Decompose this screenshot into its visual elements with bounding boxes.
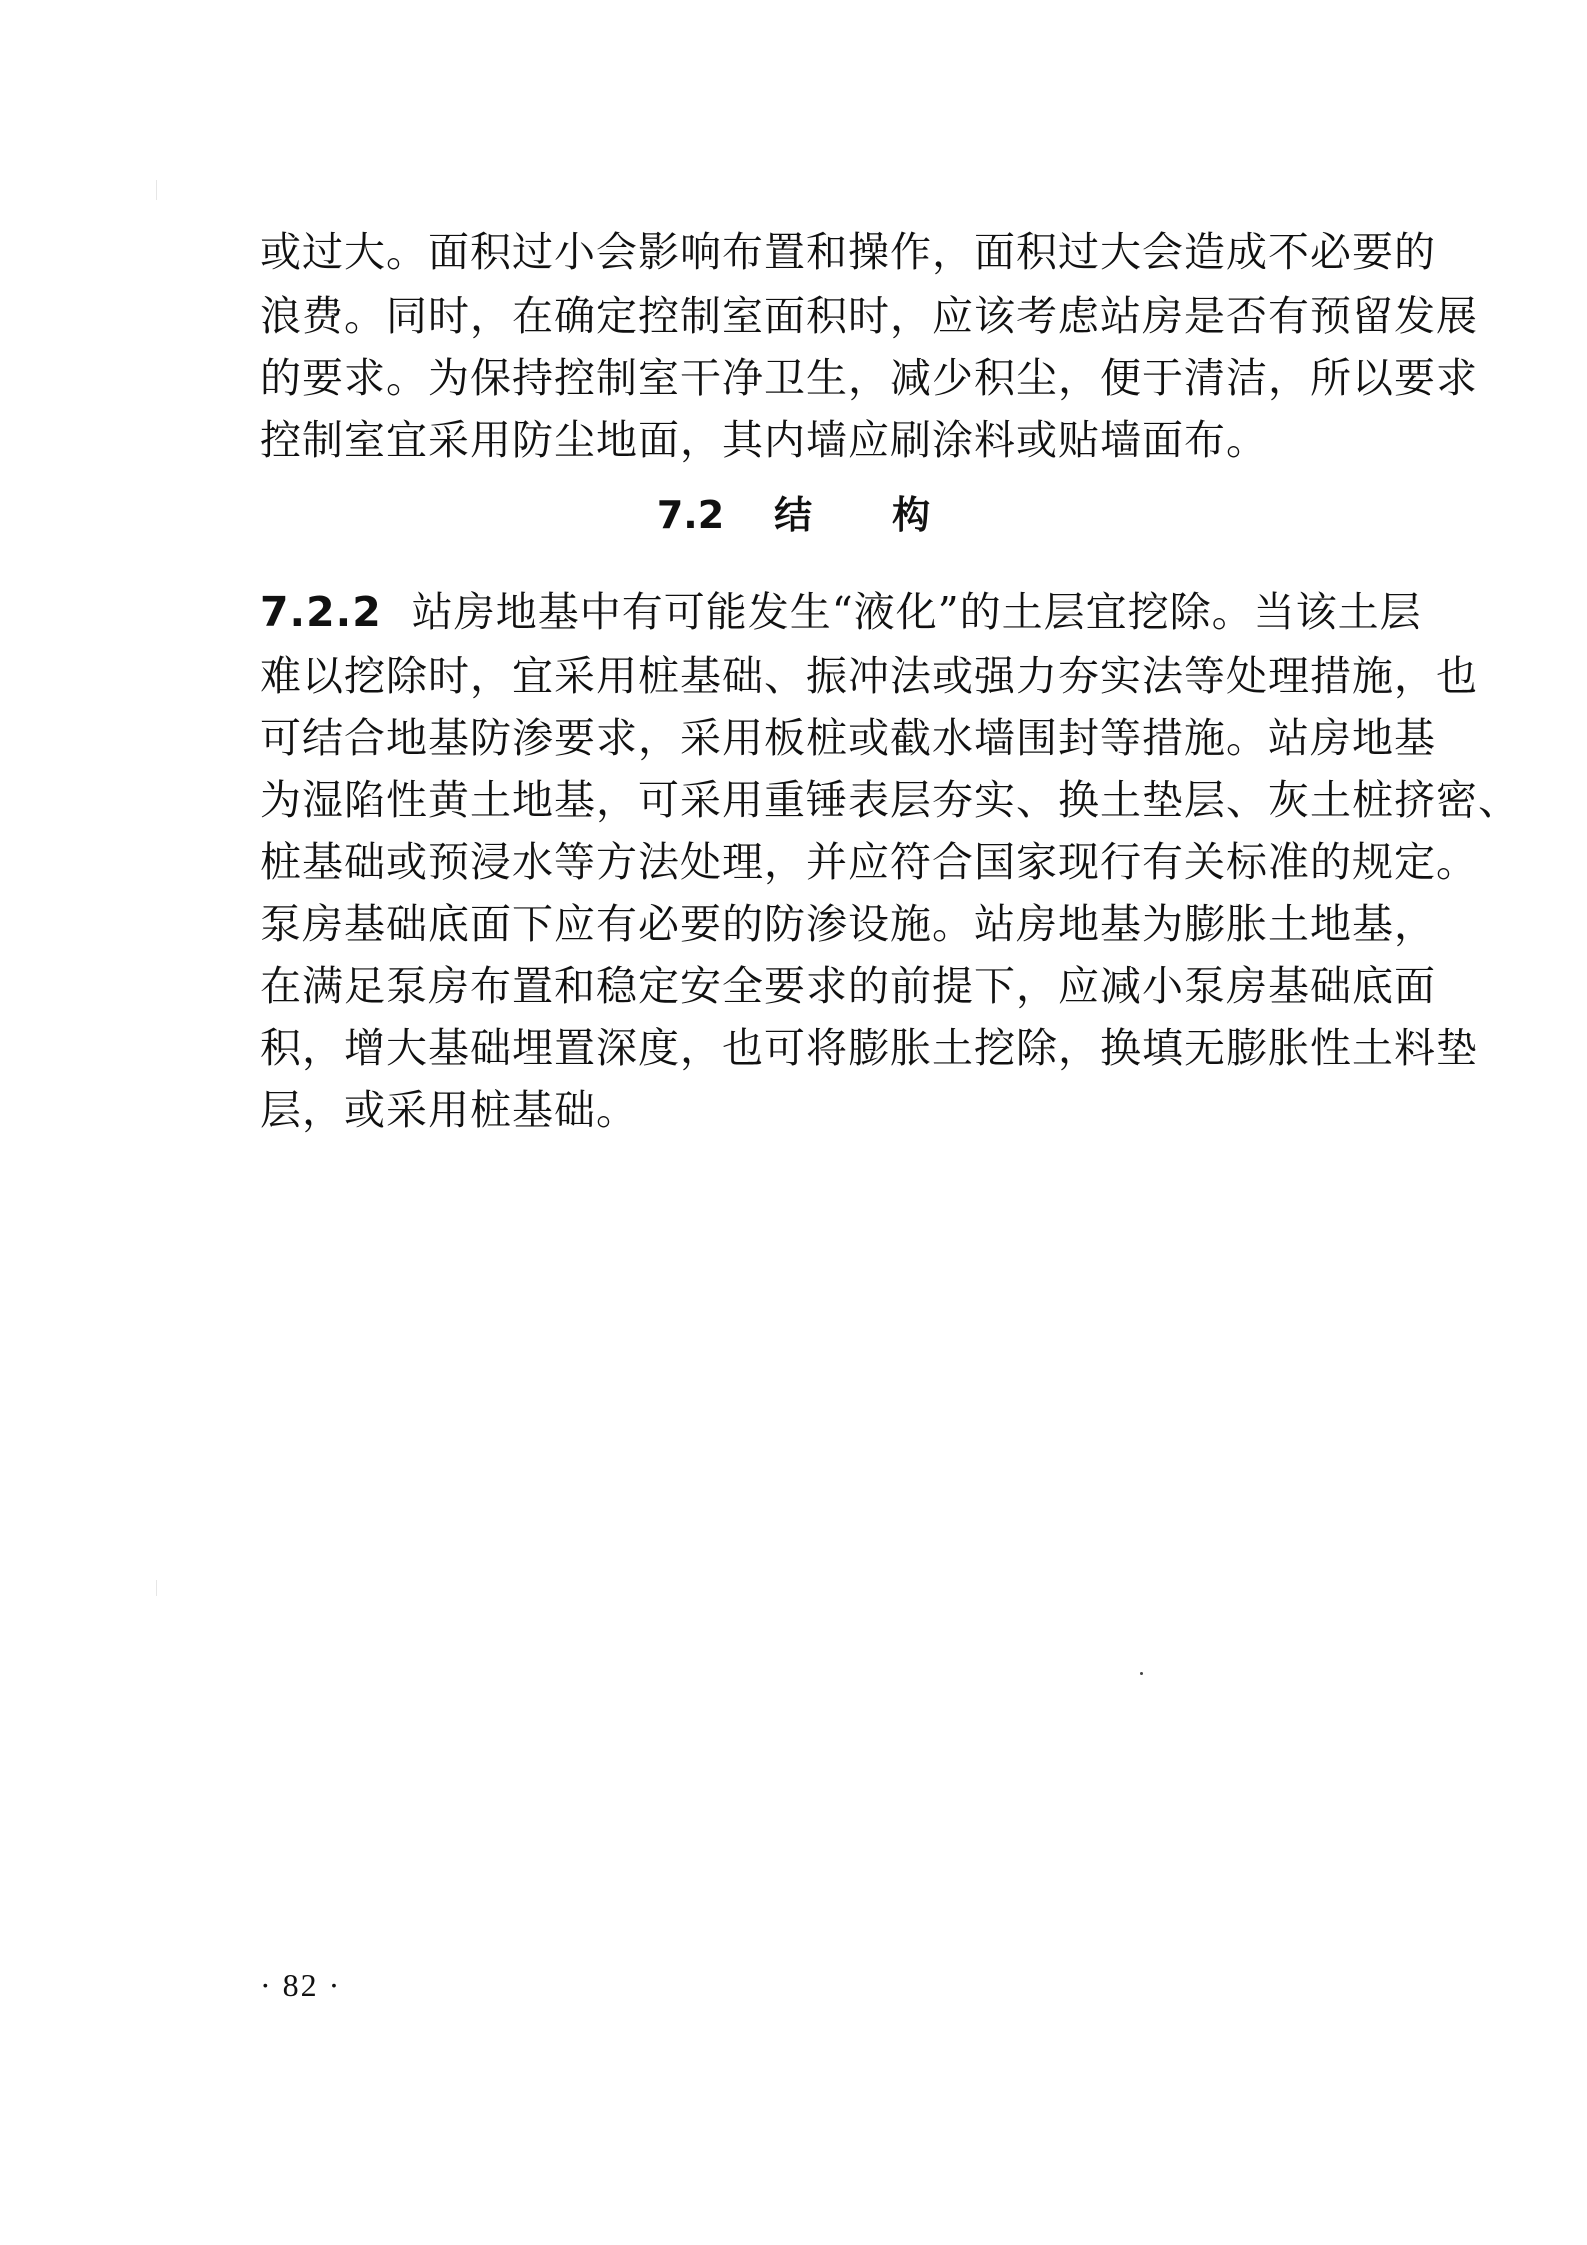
paragraph-line: 的要求。为保持控制室干净卫生，减少积尘，便于清洁，所以要求	[260, 354, 1478, 402]
paragraph-line: 控制室宜采用防尘地面，其内墙应刷涂料或贴墙面布。	[260, 416, 1268, 464]
clause-line: 桩基础或预浸水等方法处理，并应符合国家现行有关标准的规定。	[260, 838, 1478, 886]
clause-number: 7.2.2	[260, 588, 382, 636]
paragraph-line: 或过大。面积过小会影响布置和操作，面积过大会造成不必要的	[260, 228, 1436, 276]
section-number: 7.2	[656, 493, 725, 537]
scan-speck	[1140, 1672, 1143, 1675]
scan-margin-mark	[156, 180, 157, 200]
page-number: · 82 ·	[260, 1967, 342, 2003]
clause-line: 为湿陷性黄土地基，可采用重锤表层夯实、换土垫层、灰土桩挤密、	[260, 776, 1520, 824]
clause-first-line	[260, 582, 1422, 642]
clause-line: 层，或采用桩基础。	[260, 1086, 638, 1134]
clause-line: 难以挖除时，宜采用桩基础、振冲法或强力夯实法等处理措施，也	[260, 652, 1478, 700]
scan-margin-mark	[156, 1580, 157, 1596]
section-title-char: 结	[774, 493, 813, 537]
clause-line: 可结合地基防渗要求，采用板桩或截水墙围封等措施。站房地基	[260, 714, 1436, 762]
clause-line: 积，增大基础埋置深度，也可将膨胀土挖除，换填无膨胀性土料垫	[260, 1024, 1478, 1072]
section-title-char: 构	[892, 493, 931, 537]
clause-line: 泵房基础底面下应有必要的防渗设施。站房地基为膨胀土地基，	[260, 900, 1436, 948]
paragraph-line: 浪费。同时，在确定控制室面积时，应该考虑站房是否有预留发展	[260, 292, 1478, 340]
clause-line: 在满足泵房布置和稳定安全要求的前提下，应减小泵房基础底面	[260, 962, 1436, 1010]
clause-text: 站房地基中有可能发生“液化”的土层宜挖除。当该土层	[411, 588, 1422, 636]
section-heading	[0, 487, 1587, 543]
